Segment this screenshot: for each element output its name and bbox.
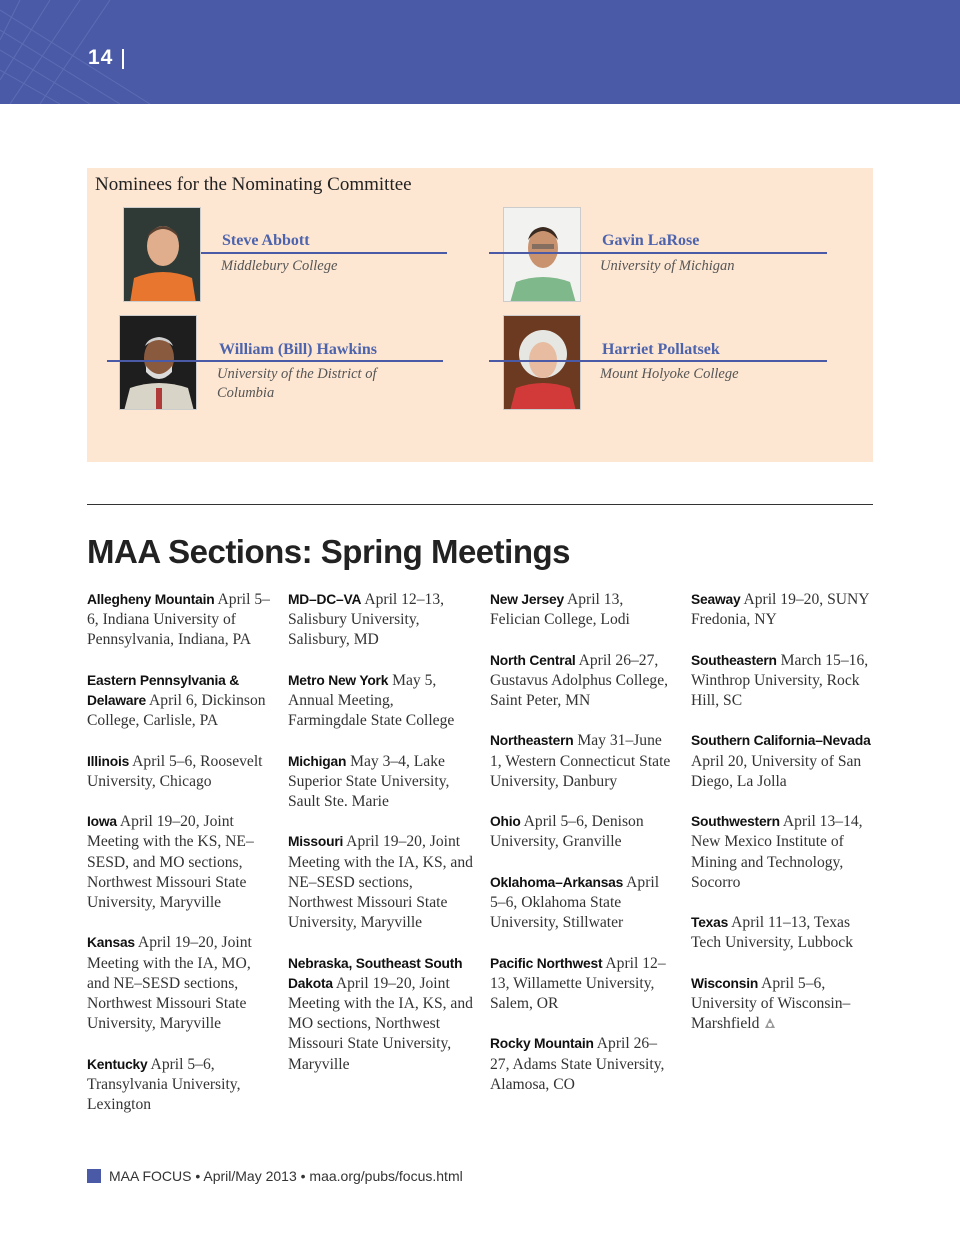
section-name: Kansas	[87, 935, 135, 951]
meetings-column-1	[87, 590, 273, 1135]
section-divider	[87, 504, 873, 505]
meeting-details: April 20, University of San Diego, La Jolla	[691, 752, 862, 790]
meeting-entry	[288, 671, 474, 732]
meeting-details: May 5, Annual Meeting, Farmingdale State College	[288, 671, 455, 730]
meeting-entry	[288, 590, 474, 651]
nominee-affiliation: Middlebury College	[221, 258, 338, 274]
section-name: Eastern Pennsylvania & Delaware	[87, 672, 240, 708]
nominee-name: William (Bill) Hawkins	[219, 341, 377, 358]
meeting-entry	[87, 933, 273, 1034]
meeting-details: April 19–20, SUNY Fredonia, NY	[691, 591, 869, 629]
nominee-name: Gavin LaRose	[602, 232, 700, 249]
meeting-entry	[87, 671, 273, 732]
section-name: Seaway	[691, 592, 741, 607]
section-name: Kentucky	[87, 1056, 148, 1072]
section-name: Michigan	[288, 753, 347, 769]
nominee-divider	[201, 252, 447, 254]
meeting-entry	[691, 974, 875, 1035]
section-name: North Central	[490, 652, 576, 668]
section-name: Texas	[691, 915, 729, 931]
meeting-entry	[288, 954, 474, 1075]
nominee-photo	[503, 207, 581, 302]
meeting-details: April 12–13, Salisbury University, Salisbury, MD	[288, 591, 445, 649]
meeting-details: April 13, Felician College, Lodi	[490, 591, 630, 629]
section-name: Iowa	[87, 814, 117, 830]
meeting-details: April 26–27, Gustavus Adolphus College, Saint Peter, MN	[490, 651, 669, 709]
section-name: New Jersey	[490, 592, 564, 607]
section-name: Rocky Mountain	[490, 1036, 594, 1052]
section-name: Pacific Northwest	[490, 955, 603, 971]
meeting-details: April 19–20, Joint Meeting with the IA, KS, and NE–SESD sections, Northwest Missouri State University, Maryville	[288, 833, 473, 932]
meeting-details: April 19–20, Joint Meeting with the IA, MO, and NE–SESD sections, Northwest Missouri State University, Maryville	[87, 934, 252, 1033]
meeting-details: May 3–4, Lake Superior State University, Sault Ste. Marie	[288, 752, 450, 810]
nominee-name: Harriet Pollatsek	[602, 341, 720, 358]
nominee-affiliation: Mount Holyoke College	[600, 366, 739, 382]
meetings-column-4	[691, 590, 875, 1055]
meeting-details: April 5–6, Denison University, Granville	[490, 813, 644, 851]
nominee-photo	[119, 315, 197, 410]
nominees-panel	[87, 168, 873, 462]
footer-text: MAA FOCUS • April/May 2013 • maa.org/pubs/focus.html	[109, 1168, 463, 1184]
meeting-entry	[490, 812, 674, 852]
section-name: Southwestern	[691, 814, 780, 830]
meeting-entry	[87, 1055, 273, 1116]
meeting-entry	[87, 590, 273, 651]
nominee-divider	[489, 360, 827, 362]
page-footer	[87, 1167, 463, 1185]
section-name: Nebraska, Southeast South Dakota	[288, 955, 463, 991]
footer-marker	[87, 1169, 101, 1183]
meetings-column-3	[490, 590, 674, 1115]
meeting-details: April 26–27, Adams State University, Alamosa, CO	[490, 1035, 665, 1093]
meeting-details: April 19–20, Joint Meeting with the IA, KS, and MO sections, Northwest Missouri State University, Maryville	[288, 974, 473, 1073]
nominee-affiliation: University of Michigan	[600, 258, 735, 274]
meeting-details: April 12–13, Willamette University, Salem, OR	[490, 954, 666, 1012]
nominee-name: Steve Abbott	[222, 232, 310, 249]
meeting-entry	[490, 651, 674, 712]
section-name: Metro New York	[288, 672, 389, 688]
section-name: MD–DC–VA	[288, 592, 362, 607]
page-number-separator	[122, 49, 124, 69]
nominee-affiliation: University of the District of Columbia	[217, 366, 377, 401]
section-name: Illinois	[87, 753, 130, 769]
section-name: Wisconsin	[691, 975, 759, 991]
meeting-entry	[691, 913, 875, 953]
meetings-column-2	[288, 590, 474, 1095]
section-name: Southern California–Nevada	[691, 733, 871, 749]
meeting-entry	[490, 731, 674, 792]
meeting-details: April 5–6, University of Wisconsin–Marshfield	[691, 974, 851, 1033]
nominee-photo	[503, 315, 581, 410]
meeting-details: April 5–6, Transylvania University, Lexington	[87, 1055, 241, 1113]
meeting-details: April 13–14, New Mexico Institute of Mining and Technology, Socorro	[691, 813, 863, 891]
meeting-entry	[288, 752, 474, 813]
meeting-entry	[288, 832, 474, 933]
section-name: Missouri	[288, 834, 344, 850]
meeting-details: April 19–20, Joint Meeting with the KS, NE–SESD, and MO sections, Northwest Missouri State University, Maryville	[87, 813, 254, 911]
section-name: Southeastern	[691, 652, 777, 668]
meeting-details: April 5–6, Indiana University of Pennsylvania, Indiana, PA	[87, 591, 270, 649]
meeting-details: March 15–16, Winthrop University, Rock Hill, SC	[691, 651, 869, 709]
meeting-entry	[490, 590, 674, 630]
top-banner	[0, 0, 960, 104]
page-number: 14	[88, 46, 114, 69]
meeting-details: April 5–6, Oklahoma State University, Stillwater	[490, 873, 660, 932]
section-name: Ohio	[490, 814, 521, 830]
meeting-entry	[490, 873, 674, 934]
section-title: MAA Sections: Spring Meetings	[87, 533, 570, 570]
banner-pattern	[0, 0, 160, 104]
meeting-entry	[87, 812, 273, 913]
section-name: Allegheny Mountain	[87, 592, 215, 607]
meeting-entry	[691, 590, 875, 630]
nominee-divider	[489, 252, 827, 254]
meeting-details: April 11–13, Texas Tech University, Lubbock	[691, 914, 854, 952]
end-mark-icon	[763, 1016, 777, 1030]
nominee-divider	[107, 360, 443, 362]
nominees-heading: Nominees for the Nominating Committee	[95, 174, 412, 195]
meeting-entry	[490, 1034, 674, 1095]
meeting-entry	[691, 812, 875, 893]
section-name: Northeastern	[490, 733, 574, 749]
section-name: Oklahoma–Arkansas	[490, 874, 624, 890]
meeting-entry	[87, 752, 273, 792]
meeting-entry	[691, 651, 875, 712]
nominee-photo	[123, 207, 201, 302]
meeting-details: May 31–June 1, Western Connecticut State University, Danbury	[490, 732, 671, 790]
meeting-details: April 6, Dickinson College, Carlisle, PA	[87, 692, 266, 730]
meeting-entry	[691, 731, 875, 792]
meeting-details: April 5–6, Roosevelt University, Chicago	[87, 752, 263, 790]
meeting-entry	[490, 954, 674, 1015]
